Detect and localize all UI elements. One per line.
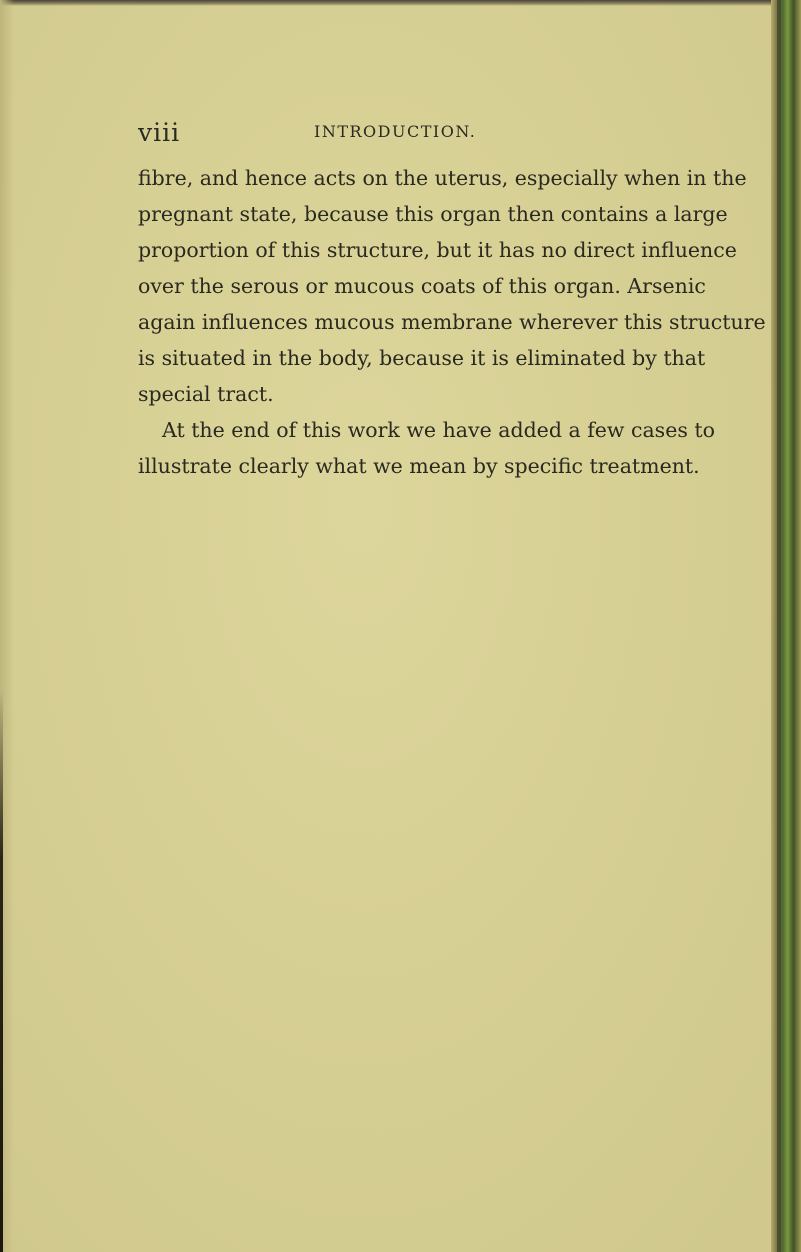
text-line: special tract. [138, 382, 274, 406]
running-title: INTRODUCTION. [314, 122, 477, 141]
text-line: pregnant state, because this organ then contains a large [138, 202, 728, 226]
page-left-crease [0, 690, 3, 1252]
page-header [138, 118, 778, 148]
book-binding-gutter [771, 0, 801, 1252]
text-line: illustrate clearly what we mean by specific treatment. [138, 454, 700, 478]
paragraph [138, 412, 715, 484]
text-line: again influences mucous membrane wherever this structure [138, 310, 766, 334]
text-line: is situated in the body, because it is eliminated by that [138, 346, 706, 370]
page-top-shadow [0, 0, 801, 6]
text-line: At the end of this work we have added a few cases to [162, 418, 715, 442]
page-number: viii [138, 118, 181, 147]
text-line: fibre, and hence acts on the uterus, especially when in the [138, 166, 747, 190]
text-line: proportion of this structure, but it has no direct influence [138, 238, 737, 262]
paragraph [138, 160, 766, 412]
body-text [138, 160, 766, 484]
text-line: over the serous or mucous coats of this organ. Arsenic [138, 274, 706, 298]
